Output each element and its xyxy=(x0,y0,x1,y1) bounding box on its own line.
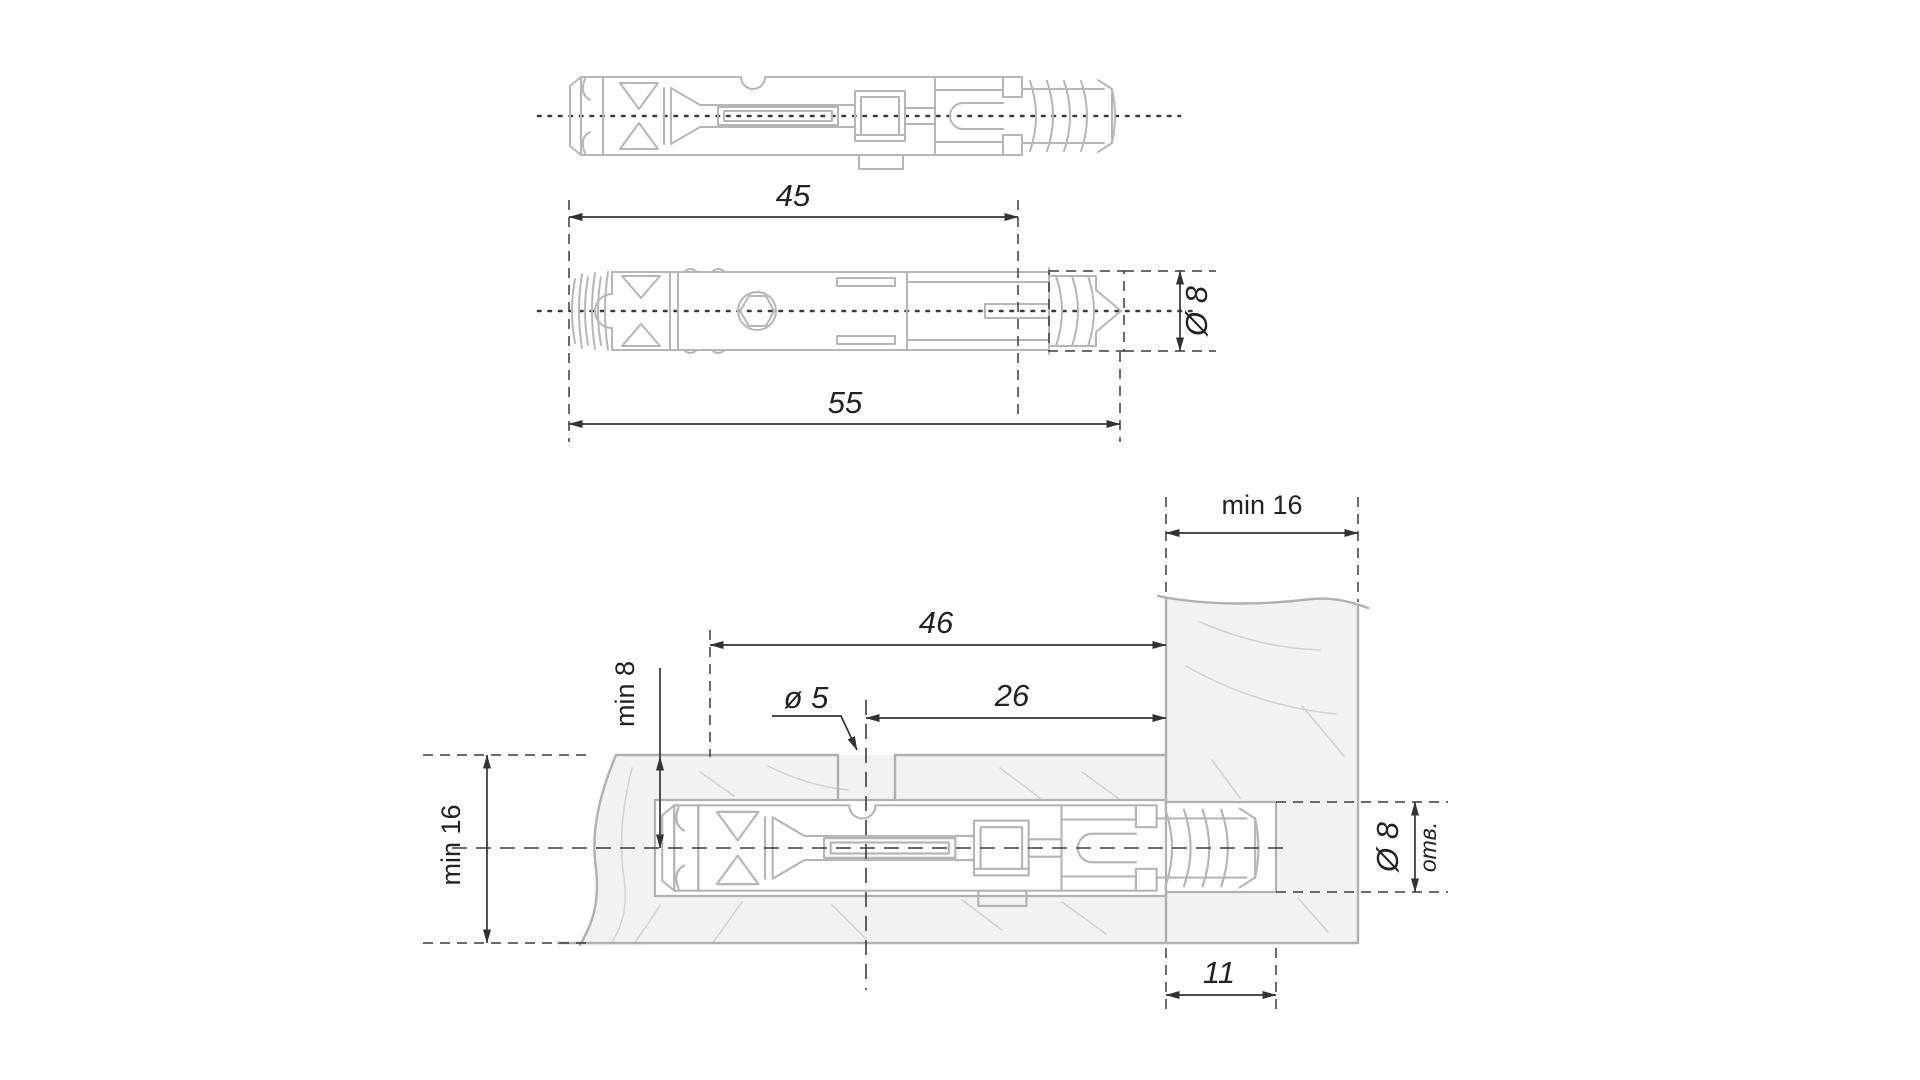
wall-min-thickness-label: min 16 xyxy=(1221,490,1303,520)
side-view xyxy=(538,77,1180,169)
plan-view xyxy=(538,178,1216,442)
board-min-thickness-label: min 16 xyxy=(436,804,466,886)
axis-offset-label: min 8 xyxy=(610,660,640,728)
dim-11 xyxy=(1166,948,1276,1012)
dim-55 xyxy=(569,352,1120,442)
pilot-hole-label: ø 5 xyxy=(783,680,829,715)
dim-46 xyxy=(710,605,1166,757)
dim-min16-board xyxy=(423,755,588,943)
dim-45-label: 45 xyxy=(775,178,811,213)
hole-word-label: отв. xyxy=(1415,821,1441,873)
fastener-side xyxy=(570,77,1115,169)
dim-46-label: 46 xyxy=(918,605,954,640)
dim-pilot-hole xyxy=(772,680,857,750)
dim-26-label: 26 xyxy=(994,678,1030,713)
dim-55-label: 55 xyxy=(827,385,863,420)
dim-26 xyxy=(866,678,1166,718)
installation-view xyxy=(423,490,1448,1012)
hole-dia-label: Ø 8 xyxy=(1370,822,1405,872)
dim-min16-wall xyxy=(1166,490,1358,602)
thread-dia-label: Ø 8 xyxy=(1179,286,1214,336)
dim-11-label: 11 xyxy=(1202,955,1236,990)
